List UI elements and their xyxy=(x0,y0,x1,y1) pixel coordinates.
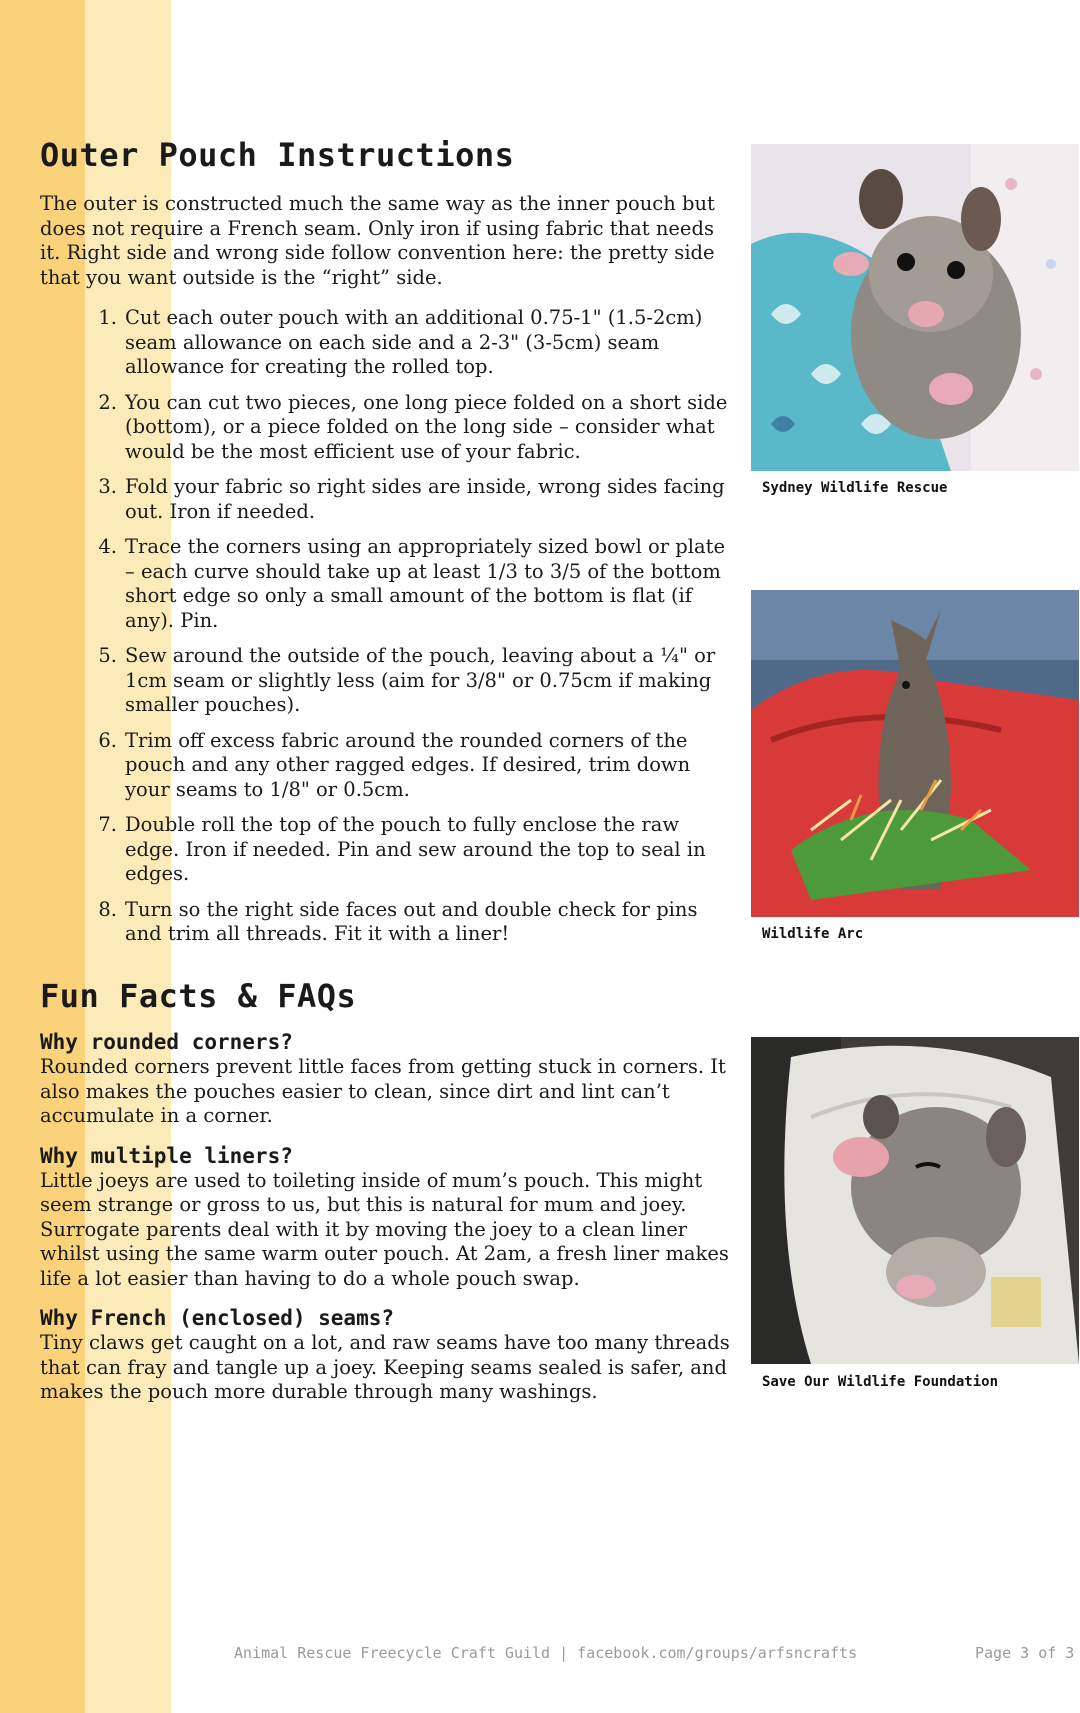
step-item xyxy=(98,644,730,718)
faq-item xyxy=(40,1305,730,1405)
pademelon-joey-illustration xyxy=(751,590,1079,917)
step-number: 8. xyxy=(98,897,117,921)
outer-pouch-title: Outer Pouch Instructions xyxy=(40,136,515,174)
step-text: Double roll the top of the pouch to fully enclose the raw edge. Iron if needed. Pin and sew around the top to seal in edges. xyxy=(125,813,706,886)
step-number: 4. xyxy=(98,535,117,559)
faq-answer: Little joeys are used to toileting inside of mum’s pouch. This might seem strange or gross to us, but this is natural for mum and joey. Surrogate parents deal with it by moving the joey to a clean liner whilst using the same warm outer pouch. At 2am, a fresh liner makes life a lot easier than having to do a whole pouch swap. xyxy=(40,1168,729,1290)
photo-possum-joey xyxy=(751,144,1079,471)
step-text: Trim off excess fabric around the rounded corners of the pouch and any other ragged edges. If desired, trim down your seams to 1/8" or 0.5cm. xyxy=(125,728,691,801)
faq-answer: Tiny claws get caught on a lot, and raw seams have too many threads that can fray and tangle up a joey. Keeping seams sealed is safer, and makes the pouch more durable through many washings. xyxy=(40,1331,730,1404)
photo-caption: Sydney Wildlife Rescue xyxy=(762,480,948,496)
step-item xyxy=(98,306,730,380)
step-text: Turn so the right side faces out and double check for pins and trim all threads. Fit it with a liner! xyxy=(125,897,698,946)
step-text: Fold your fabric so right sides are inside, wrong sides facing out. Iron if needed. xyxy=(125,475,725,523)
step-text: You can cut two pieces, one long piece folded on a short side (bottom), or a piece folded on the long side – consider what would be the most efficient use of your fabric. xyxy=(125,390,728,463)
possum-joey-illustration xyxy=(751,144,1079,471)
step-item xyxy=(98,535,730,633)
outer-pouch-intro: The outer is constructed much the same way as the inner pouch but does not require a French seam. Only iron if using fabric that needs it. Right side and wrong side follow convention here: the pretty side that you want outside is the “right” side. xyxy=(40,192,715,289)
faq-question: Why French (enclosed) seams? xyxy=(40,1306,395,1331)
step-number: 5. xyxy=(98,644,117,668)
photo-pademelon-joey xyxy=(751,590,1079,917)
photo-caption: Save Our Wildlife Foundation xyxy=(762,1374,999,1390)
step-number: 7. xyxy=(98,813,117,837)
faq-question: Why multiple liners? xyxy=(40,1143,293,1168)
step-text: Cut each outer pouch with an additional 0.75-1" (1.5-2cm) seam allowance on each side and a 2-3" (3-5cm) seam allowance for creating the rolled top. xyxy=(125,306,703,379)
step-item xyxy=(98,813,730,887)
faq-item xyxy=(40,1143,730,1292)
instruction-steps xyxy=(40,306,730,947)
photo-wrapped-joey xyxy=(751,1037,1079,1364)
step-text: Trace the corners using an appropriately sized bowl or plate – each curve should take up at least 1/3 to 3/5 of the bottom short edge so only a small amount of the bottom is flat (if any). Pin. xyxy=(125,535,725,632)
step-number: 6. xyxy=(98,728,117,752)
faq-item xyxy=(40,1029,730,1129)
step-text: Sew around the outside of the pouch, leaving about a ¼" or 1cm seam or slightly less (aim for 3/8" or 0.75cm if making smaller pouches). xyxy=(125,644,716,717)
step-item xyxy=(98,728,730,803)
step-item xyxy=(98,897,730,947)
fun-facts-title: Fun Facts & FAQs xyxy=(40,976,357,1015)
step-number: 1. xyxy=(98,306,117,330)
main-content xyxy=(40,136,730,1419)
step-item xyxy=(98,390,730,465)
wrapped-joey-illustration xyxy=(751,1037,1079,1364)
step-number: 2. xyxy=(98,390,117,414)
page-number: Page 3 of 3 xyxy=(975,1644,1075,1662)
step-item xyxy=(98,475,730,524)
faq-question: Why rounded corners? xyxy=(40,1030,293,1055)
photo-caption: Wildlife Arc xyxy=(762,926,864,942)
footer-credit: Animal Rescue Freecycle Craft Guild | facebook.com/groups/arfsncrafts xyxy=(234,1644,858,1662)
faq-answer: Rounded corners prevent little faces from getting stuck in corners. It also makes the pouches easier to clean, since dirt and lint can’t accumulate in a corner. xyxy=(40,1055,726,1128)
step-number: 3. xyxy=(98,475,117,499)
